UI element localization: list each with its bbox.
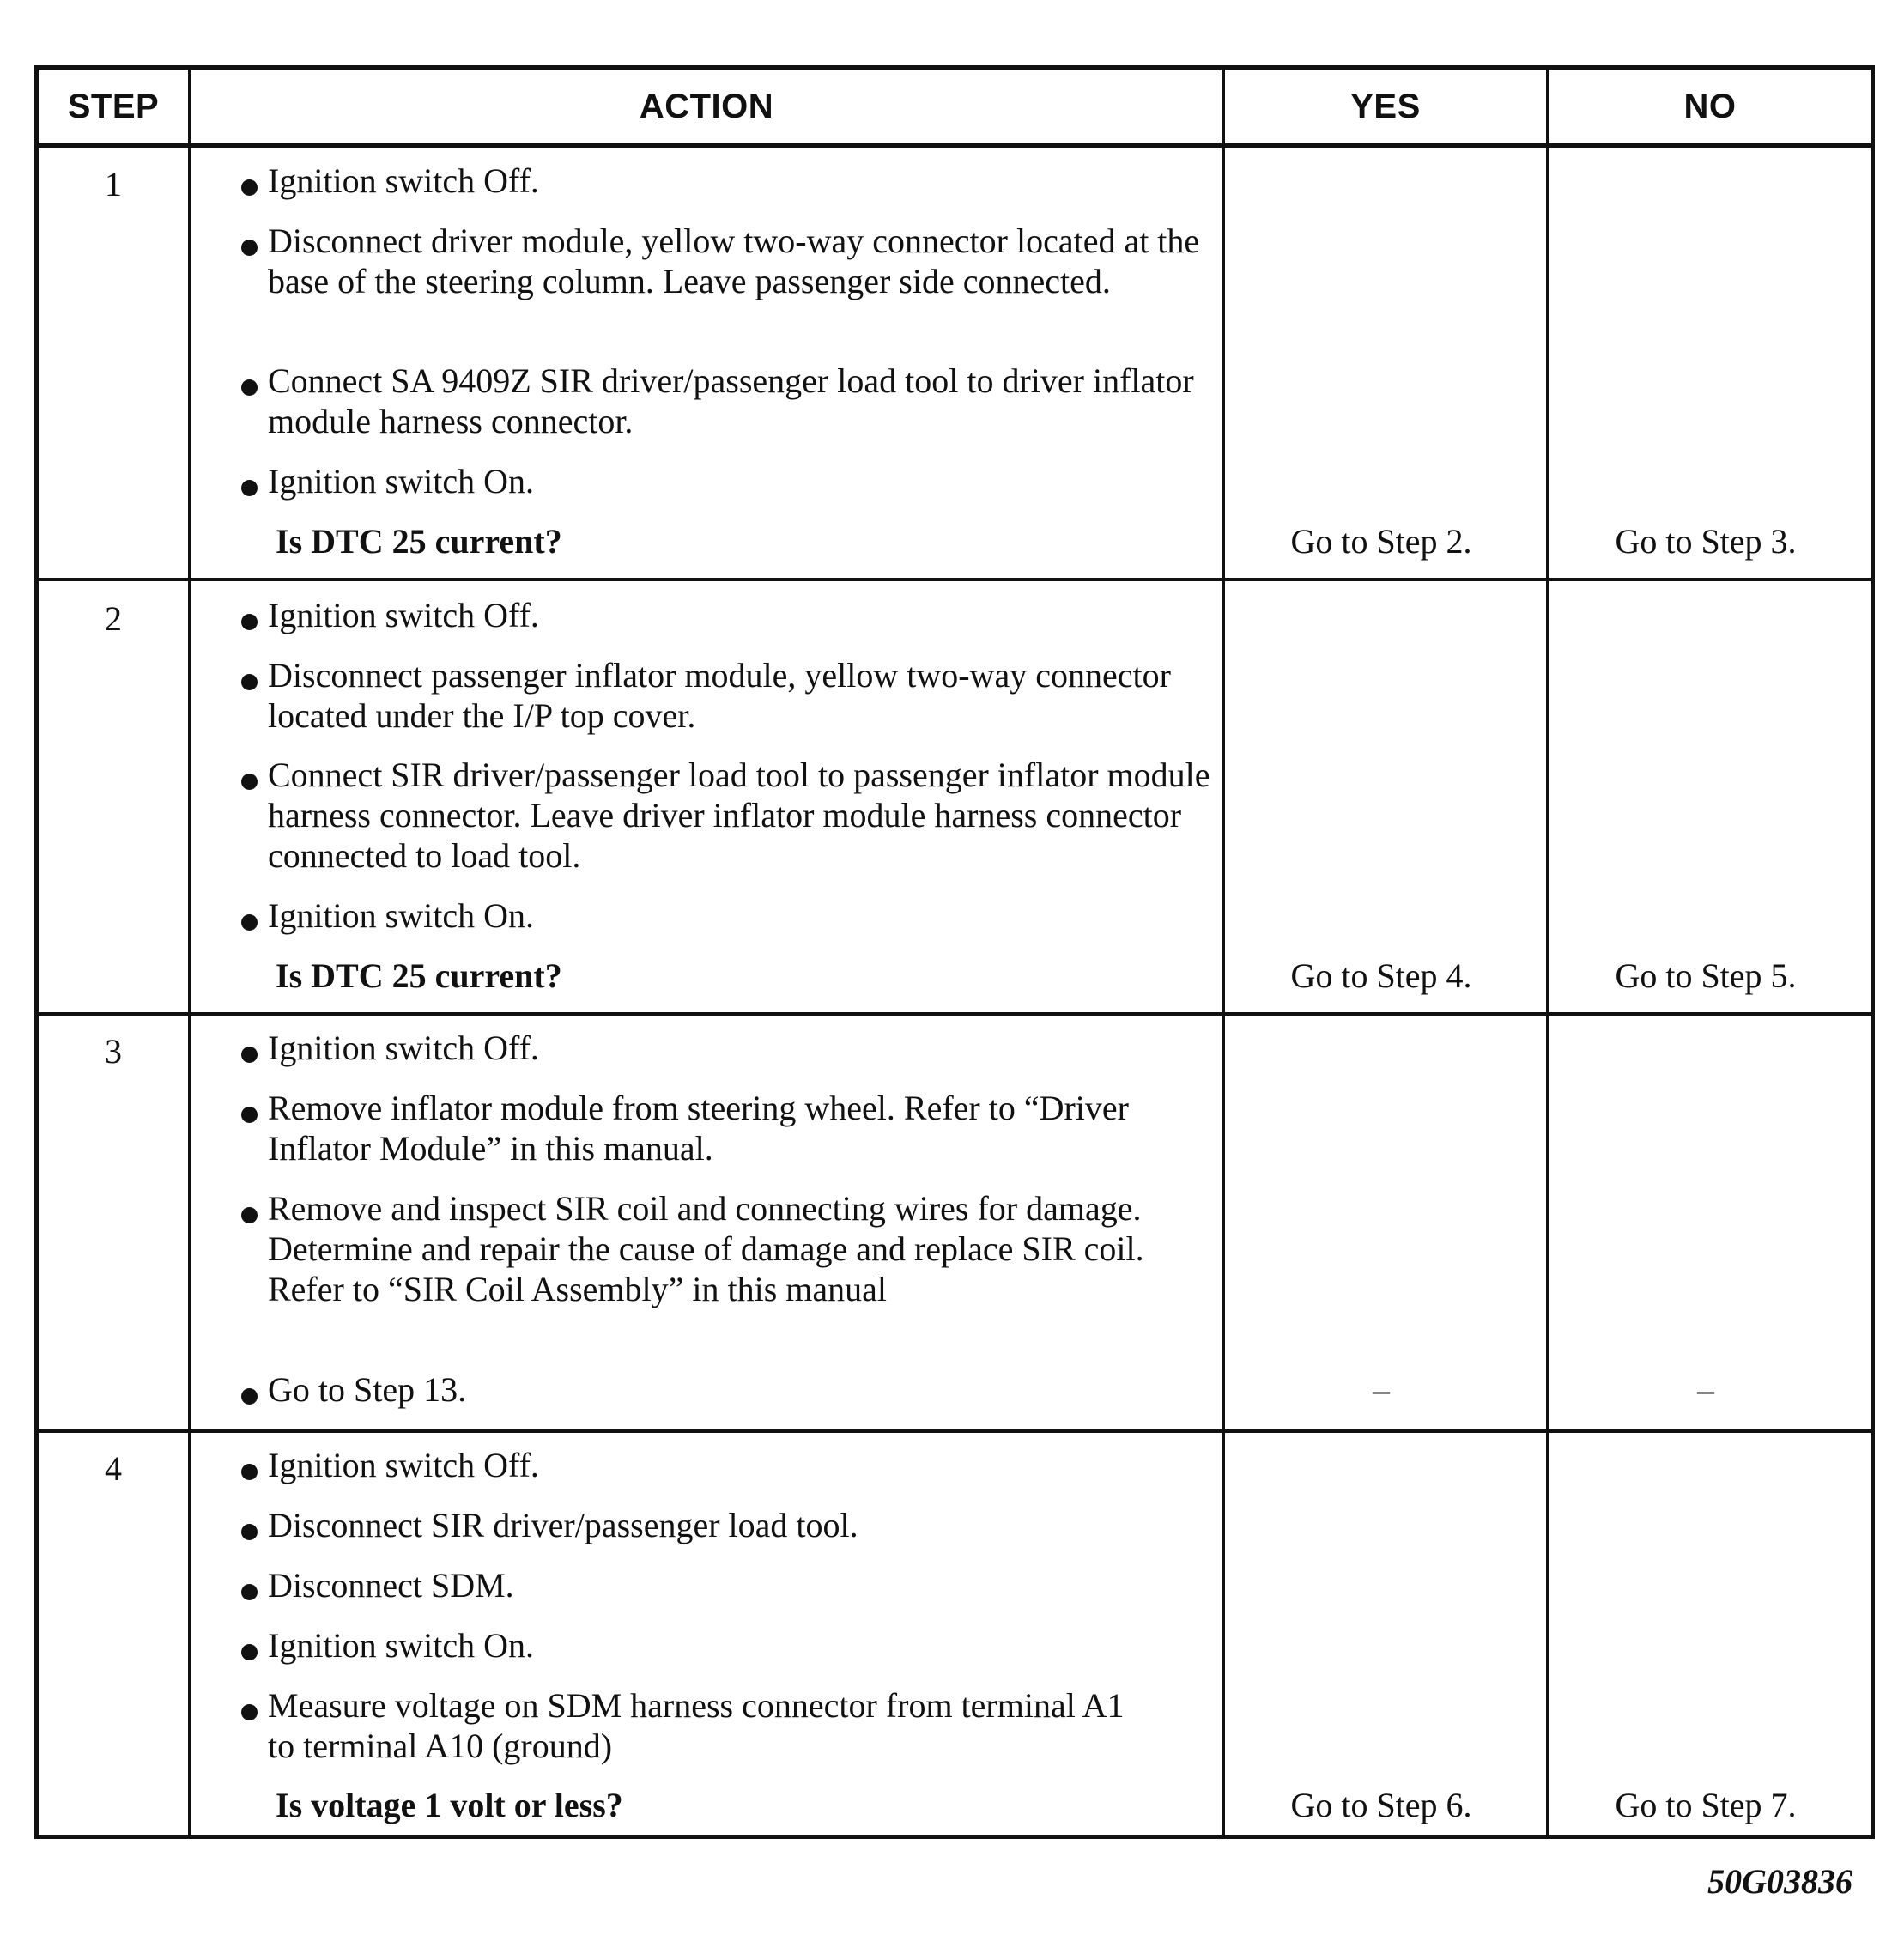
bullet-dot [241, 674, 258, 690]
bullet-dot [241, 240, 258, 256]
row-divider [39, 578, 1871, 581]
question-text: Is DTC 25 current? [276, 522, 562, 561]
bullet-dot [241, 1464, 258, 1480]
bullet-dot [241, 1644, 258, 1660]
bullet-dot [241, 1584, 258, 1600]
figure-id: 50G03836 [1707, 1862, 1852, 1901]
bullet-dot [241, 1388, 258, 1405]
step-number: 4 [105, 1449, 122, 1488]
bullet-text: Connect SIR driver/passenger load tool to passenger inflator module harness connector. Leave driver inflator module harness connector connected to load tool. [268, 756, 1210, 875]
bullet-dot [241, 1704, 258, 1720]
bullet-text: Remove and inspect SIR coil and connecting wires for damage. Determine and repair the cause of damage and replace SIR coil. Refer to “SIR Coil Assembly” in this manual [268, 1189, 1144, 1308]
bullet-dot [241, 179, 258, 196]
step-number: 3 [105, 1032, 122, 1071]
bullet-dot [241, 480, 258, 496]
row-divider [39, 1012, 1871, 1016]
bullet-dot [241, 1207, 258, 1223]
bullet-text: Ignition switch Off. [268, 1029, 539, 1067]
yes-result: Go to Step 2. [1290, 522, 1472, 561]
no-result: – [1697, 1370, 1714, 1409]
no-result: Go to Step 7. [1615, 1786, 1797, 1824]
bullet-text: Ignition switch Off. [268, 596, 539, 634]
bullet-dot [241, 914, 258, 931]
bullet-text: Disconnect driver module, yellow two-way connector located at the base of the steering column. Leave passenger side connected. [268, 221, 1200, 300]
bullet-dot [241, 1047, 258, 1063]
bullet-text: Ignition switch On. [268, 462, 534, 501]
bullet-text: Connect SA 9409Z SIR driver/passenger load tool to driver inflator module harness connector. [268, 361, 1194, 440]
column-divider [1222, 70, 1225, 1835]
column-divider [1546, 70, 1549, 1835]
bullet-text: Remove inflator module from steering wheel. Refer to “Driver Inflator Module” in this manual. [268, 1089, 1129, 1168]
no-result: Go to Step 5. [1615, 956, 1797, 995]
bullet-dot [241, 1107, 258, 1123]
header-yes: YES [1350, 87, 1421, 125]
bullet-text: Disconnect SIR driver/passenger load tool. [268, 1506, 858, 1544]
yes-result: Go to Step 4. [1290, 956, 1472, 995]
header-action: ACTION [639, 87, 774, 125]
bullet-dot [241, 379, 258, 396]
yes-result: Go to Step 6. [1290, 1786, 1472, 1824]
header-divider [39, 143, 1871, 148]
no-result: Go to Step 3. [1615, 522, 1797, 561]
step-number: 2 [105, 599, 122, 638]
bullet-text: Ignition switch Off. [268, 1446, 539, 1484]
bullet-text: Disconnect passenger inflator module, yellow two-way connector located under the I/P top cover. [268, 656, 1171, 735]
bullet-dot [241, 614, 258, 630]
header-step: STEP [67, 87, 160, 125]
bullet-text: Measure voltage on SDM harness connector from terminal A1 to terminal A10 (ground) [268, 1686, 1125, 1765]
question-text: Is DTC 25 current? [276, 956, 562, 995]
bullet-dot [241, 774, 258, 790]
bullet-text: Ignition switch On. [268, 1626, 534, 1665]
diagnostic-table [34, 65, 1875, 1839]
bullet-text: Ignition switch On. [268, 896, 534, 935]
step-number: 1 [105, 165, 122, 203]
bullet-text: Disconnect SDM. [268, 1566, 514, 1605]
bullet-dot [241, 1524, 258, 1540]
yes-result: – [1373, 1370, 1390, 1409]
column-divider [188, 70, 191, 1835]
question-text: Is voltage 1 volt or less? [276, 1786, 623, 1824]
row-divider [39, 1429, 1871, 1433]
bullet-text: Ignition switch Off. [268, 161, 539, 200]
bullet-text: Go to Step 13. [268, 1370, 467, 1409]
header-no: NO [1683, 87, 1737, 125]
